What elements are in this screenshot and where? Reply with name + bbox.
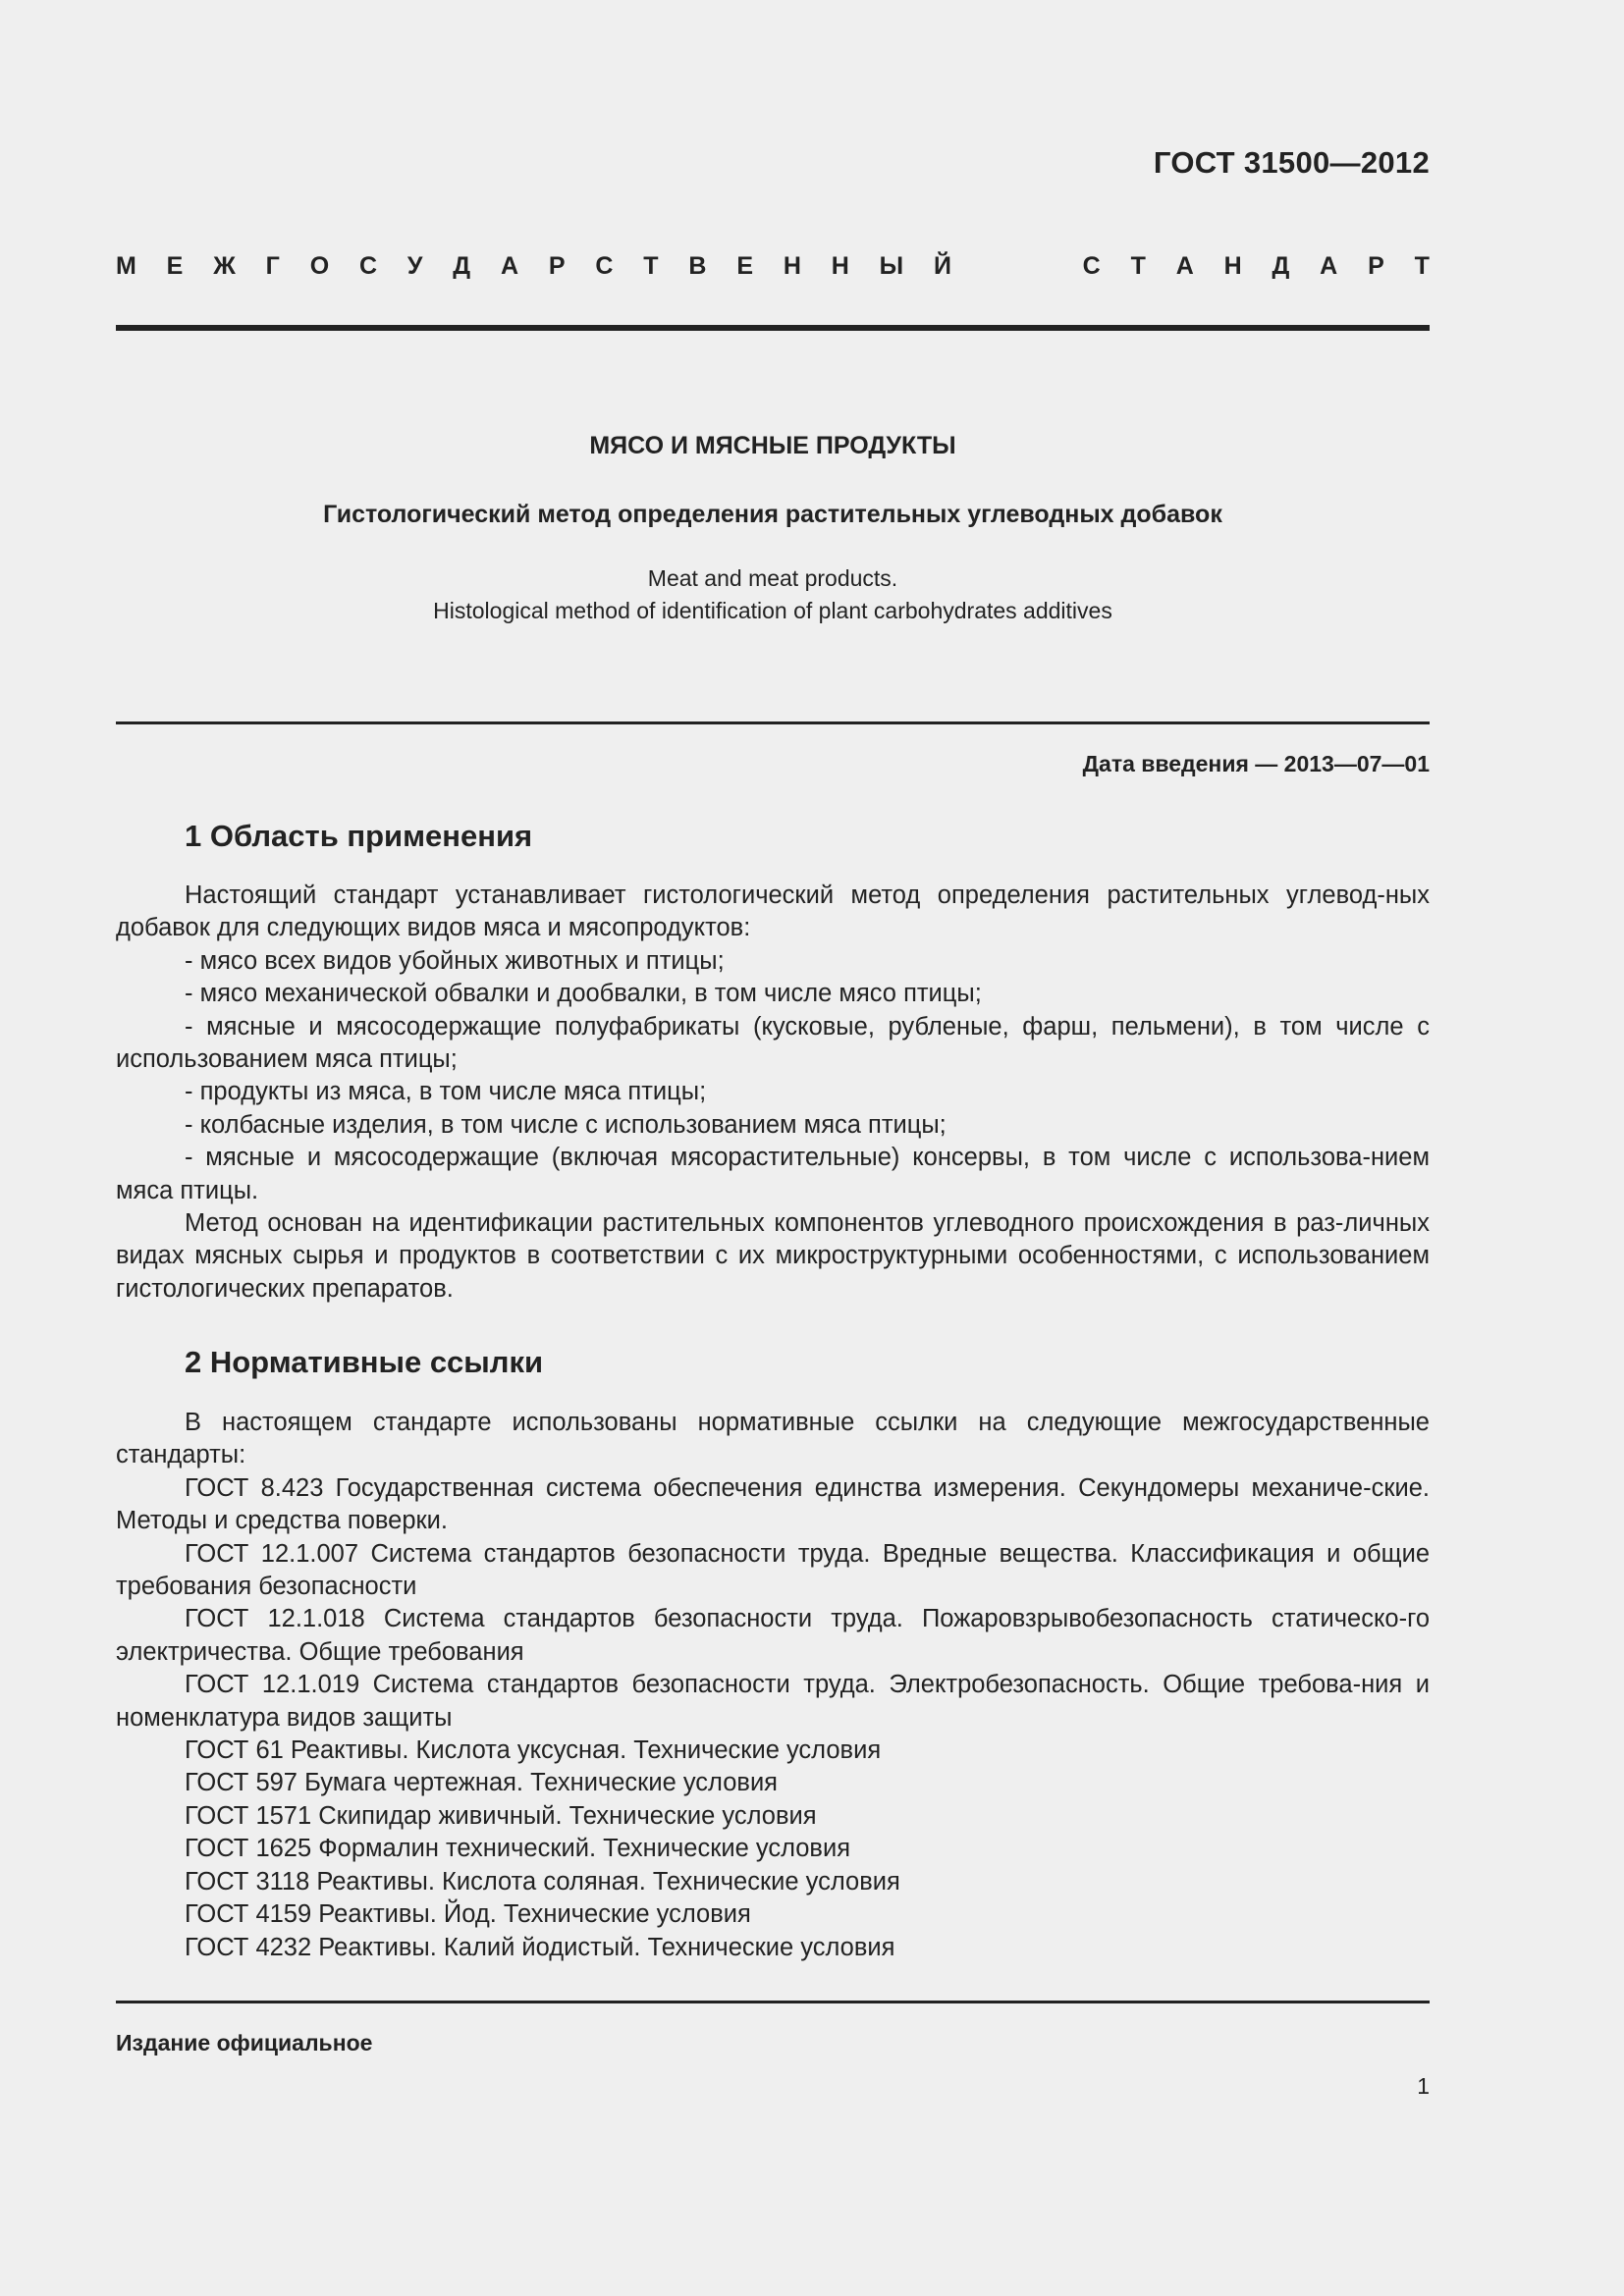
banner-letter: А [1175, 252, 1194, 280]
section2-paragraph: ГОСТ 12.1.007 Система стандартов безопасности труда. Вредные вещества. Классификация и общие требования безопасности [116, 1539, 1430, 1601]
section2-paragraph: ГОСТ 1571 Скипидар живичный. Технические условия [185, 1801, 817, 1830]
banner-letter: Т [1130, 252, 1146, 280]
section1-paragraph: - мясо всех видов убойных животных и птицы; [185, 946, 725, 975]
banner-letter: Е [736, 252, 754, 280]
banner-letter: А [1320, 252, 1338, 280]
section2-paragraph: ГОСТ 12.1.018 Система стандартов безопасности труда. Пожаровзрывобезопасность статическо-го электричества. Общие требования [116, 1605, 1430, 1666]
banner-letter: С [595, 252, 614, 280]
banner-letter: У [406, 252, 423, 280]
section1-paragraph: - мясные и мясосодержащие (включая мясорастительные) консервы, в том числе с использова-нием мяса птицы. [116, 1144, 1430, 1204]
english-title [116, 562, 1430, 627]
section1-paragraph: - колбасные изделия, в том числе с использованием мяса птицы; [185, 1110, 947, 1139]
banner-letter: Т [643, 252, 659, 280]
banner-letter: С [358, 252, 378, 280]
banner-letter: Й [934, 252, 951, 280]
banner-letter: О [309, 252, 330, 280]
banner-letter: Р [548, 252, 566, 280]
section1-paragraph: - продукты из мяса, в том числе мяса птицы; [185, 1078, 707, 1106]
banner-letter: Д [1272, 252, 1290, 280]
banner-letter: Р [1368, 252, 1384, 280]
section2-paragraph: ГОСТ 8.423 Государственная система обеспечения единства измерения. Секундомеры механиче-ские. Методы и средства поверки. [116, 1473, 1430, 1535]
section2-paragraph: ГОСТ 12.1.019 Система стандартов безопасности труда. Электробезопасность. Общие требова-ния и номенклатура видов защиты [116, 1671, 1430, 1732]
banner-letter: Н [1223, 252, 1242, 280]
section2-paragraph: ГОСТ 4159 Реактивы. Йод. Технические условия [185, 1900, 751, 1929]
banner-letter: С [1082, 252, 1101, 280]
banner-gap [982, 252, 1053, 281]
section-1-heading: 1 Область применения [185, 819, 533, 853]
banner-letter: Г [265, 252, 280, 280]
section2-paragraph: ГОСТ 1625 Формалин технический. Технические условия [185, 1835, 851, 1863]
title-rule [116, 721, 1430, 724]
banner-letter: Ж [213, 252, 236, 280]
section2-paragraph: ГОСТ 597 Бумага чертежная. Технические условия [185, 1769, 778, 1797]
english-title-line-2: Histological method of identification of plant carbohydrates additives [433, 598, 1112, 623]
section1-paragraph: - мясные и мясосодержащие полуфабрикаты (кусковые, рубленые, фарш, пельмени), в том числе с использованием мяса птицы; [116, 1012, 1430, 1074]
banner-letter: Д [453, 252, 471, 280]
document-subtitle: Гистологический метод определения растительных углеводных добавок [323, 501, 1222, 528]
banner-letter: Ы [879, 252, 904, 280]
banner-letter: М [116, 252, 136, 280]
banner-letter: В [688, 252, 707, 280]
banner-letter: Н [831, 252, 849, 280]
official-edition-label: Издание официальное [116, 2030, 373, 2056]
gost-code: ГОСТ 31500—2012 [1153, 145, 1430, 180]
interstate-standard-banner [116, 252, 1430, 281]
footer-rule [116, 2001, 1430, 2003]
section1-paragraph: Настоящий стандарт устанавливает гистологический метод определения растительных углевод-ных добавок для следующих видов мяса и мясопродуктов: [116, 881, 1430, 942]
document-title: МЯСО И МЯСНЫЕ ПРОДУКТЫ [589, 432, 956, 459]
section-1-body [116, 880, 1430, 1306]
banner-letter: Е [166, 252, 184, 280]
section-2-heading: 2 Нормативные ссылки [185, 1345, 544, 1379]
page-number: 1 [1417, 2073, 1430, 2099]
banner-letter: Н [783, 252, 801, 280]
section1-paragraph: Метод основан на идентификации растительных компонентов углеводного происхождения в раз-личных видах мясных сырья и продуктов в соответствии с их микроструктурными особенностями, с использованием гистологических препаратов. [116, 1209, 1430, 1303]
section2-paragraph: ГОСТ 61 Реактивы. Кислота уксусная. Технические условия [185, 1736, 882, 1765]
introduction-date: Дата введения — 2013—07—01 [1082, 751, 1430, 776]
section2-paragraph: ГОСТ 4232 Реактивы. Калий йодистый. Технические условия [185, 1933, 895, 1961]
banner-letter: Т [1414, 252, 1430, 280]
banner-letter: А [500, 252, 519, 280]
section-2-body [116, 1407, 1430, 1964]
header-rule [116, 325, 1430, 331]
english-title-line-1: Meat and meat products. [647, 565, 898, 591]
section2-paragraph: В настоящем стандарте использованы нормативные ссылки на следующие межгосударственные стандарты: [116, 1409, 1430, 1469]
section2-paragraph: ГОСТ 3118 Реактивы. Кислота соляная. Технические условия [185, 1867, 900, 1896]
section1-paragraph: - мясо механической обвалки и дообвалки, в том числе мясо птицы; [185, 980, 982, 1008]
document-page [116, 0, 1430, 2296]
